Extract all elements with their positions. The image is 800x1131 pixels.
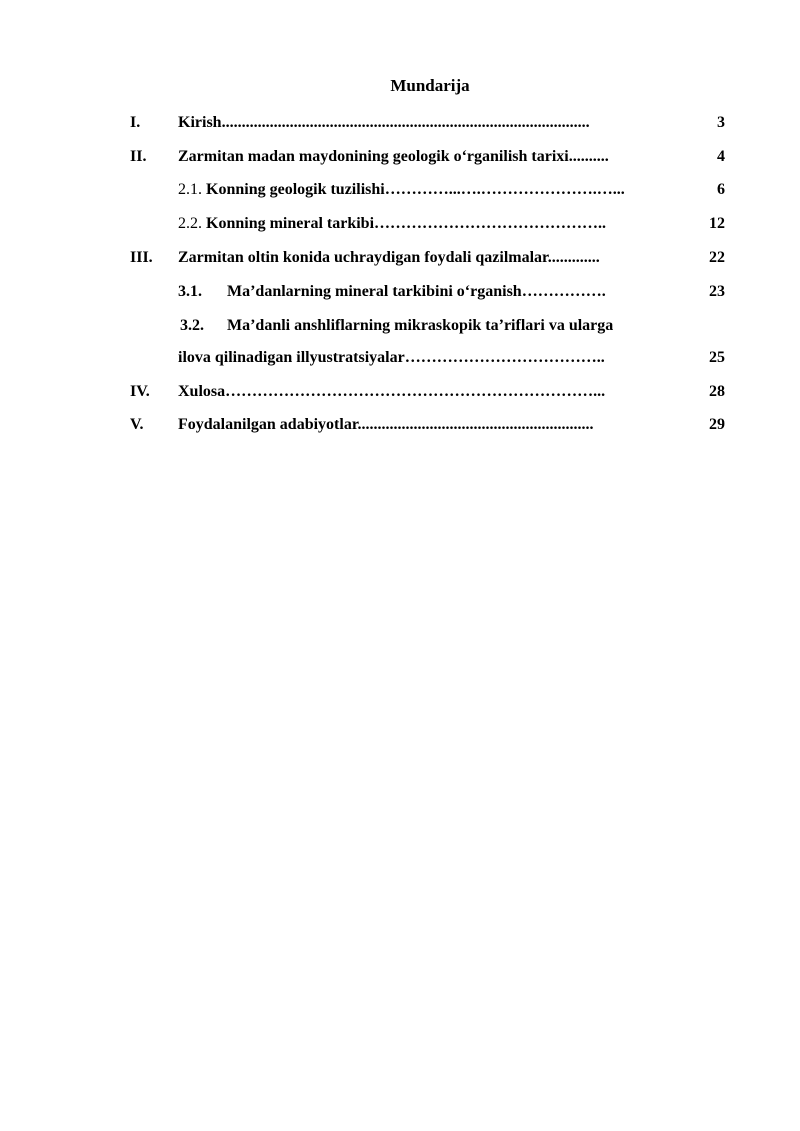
toc-entry-title: Konning mineral tarkibi…………………………………….. (206, 215, 607, 232)
toc-entry-2-1[interactable] (130, 178, 730, 202)
toc-entry-text: Ma’danlarning mineral tarkibini o‘rganish……………. (227, 283, 606, 300)
toc-entry-page: 12 (709, 215, 725, 232)
toc-entry-text: ilova qilinadigan illyustratsiyalar……………………………….. (178, 349, 605, 366)
toc-entry-page: 23 (709, 283, 725, 300)
toc-entry-3-2-continuation[interactable] (130, 346, 730, 370)
toc-entry-3[interactable] (130, 246, 730, 270)
toc-entry-text: Xulosa……………………………………………………………... (178, 383, 606, 400)
toc-entry-number: III. (130, 249, 153, 266)
toc-entry-4[interactable] (130, 380, 730, 404)
toc-entry-text: Zarmitan madan maydonining geologik o‘rganilish tarixi.......... (178, 148, 609, 165)
toc-entry-2-2[interactable] (130, 212, 730, 236)
toc-entry-page: 28 (709, 383, 725, 400)
toc-entry-2[interactable] (130, 145, 730, 169)
toc-entry-page: 25 (709, 349, 725, 366)
toc-entry-3-1[interactable] (130, 280, 730, 304)
toc-entry-title: Konning geologik tuzilishi…………...….………………….…... (206, 181, 625, 198)
toc-title: Mundarija (390, 76, 470, 95)
toc-entry-3-2[interactable] (130, 314, 730, 338)
toc-entry-number: 3.2. (180, 317, 204, 334)
toc-entry-text: Kirish............................................................................................ (178, 114, 590, 131)
toc-entry-number: I. (130, 114, 141, 131)
toc-entry-prefix: 2.1. (178, 181, 206, 198)
toc-entry-1[interactable] (130, 111, 730, 135)
toc-entry-page: 22 (709, 249, 725, 266)
toc-entry-number: IV. (130, 383, 150, 400)
toc-entry-page: 3 (717, 114, 725, 131)
toc-entry-number: II. (130, 148, 147, 165)
toc-entry-text: Foydalanilgan adabiyotlar........................................................... (178, 416, 594, 433)
toc-entry-text (178, 212, 688, 236)
toc-entry-number: 3.1. (178, 283, 202, 300)
toc-entry-page: 4 (717, 148, 725, 165)
toc-entry-5[interactable] (130, 413, 730, 437)
toc-entry-number: V. (130, 416, 144, 433)
toc-entry-prefix: 2.2. (178, 215, 206, 232)
toc-entry-page: 6 (717, 181, 725, 198)
toc-entry-text: Ma’danli anshliflarning mikraskopik ta’riflari va ularga (227, 317, 614, 334)
toc-entry-page: 29 (709, 416, 725, 433)
toc-entry-text (178, 178, 688, 202)
toc-entry-text: Zarmitan oltin konida uchraydigan foydali qazilmalar............. (178, 249, 600, 266)
